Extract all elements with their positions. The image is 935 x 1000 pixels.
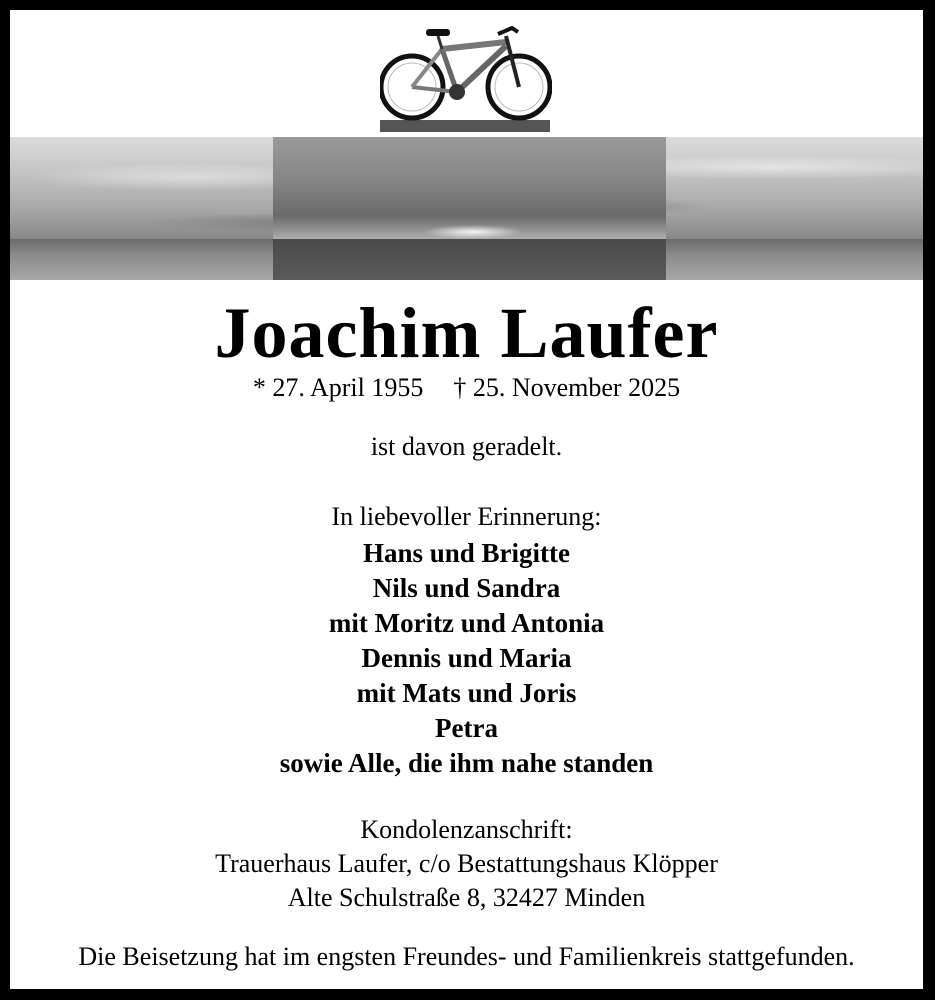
life-dates: [10, 371, 923, 405]
subline: ist davon geradelt.: [370, 432, 563, 461]
condolence-label: Kondolenzanschrift:: [360, 815, 573, 844]
deceased-name: Joachim Laufer: [214, 293, 719, 373]
bicycle-icon: [380, 22, 552, 134]
mourner-line: sowie Alle, die ihm nahe standen: [279, 748, 654, 778]
mourner-line: Nils und Sandra: [372, 573, 561, 603]
memory-intro: In liebevoller Erinnerung:: [331, 502, 602, 531]
obituary-card: [10, 10, 923, 989]
mourner-line: mit Mats und Joris: [356, 678, 577, 708]
mourner-line: Dennis und Maria: [361, 643, 572, 673]
sunset-banner: [10, 137, 923, 280]
birth-date: * 27. April 1955: [252, 373, 424, 402]
mourner-line: Petra: [435, 713, 498, 743]
mourner-line: mit Moritz und Antonia: [328, 608, 605, 638]
address-line-1: Trauerhaus Laufer, c/o Bestattungshaus Klöpper: [215, 849, 718, 878]
death-date: † 25. November 2025: [453, 373, 681, 402]
address-line-2: Alte Schulstraße 8, 32427 Minden: [287, 883, 646, 912]
mourner-line: Hans und Brigitte: [362, 538, 571, 568]
burial-note: Die Beisetzung hat im engsten Freundes- und Familienkreis stattgefunden.: [78, 942, 855, 971]
